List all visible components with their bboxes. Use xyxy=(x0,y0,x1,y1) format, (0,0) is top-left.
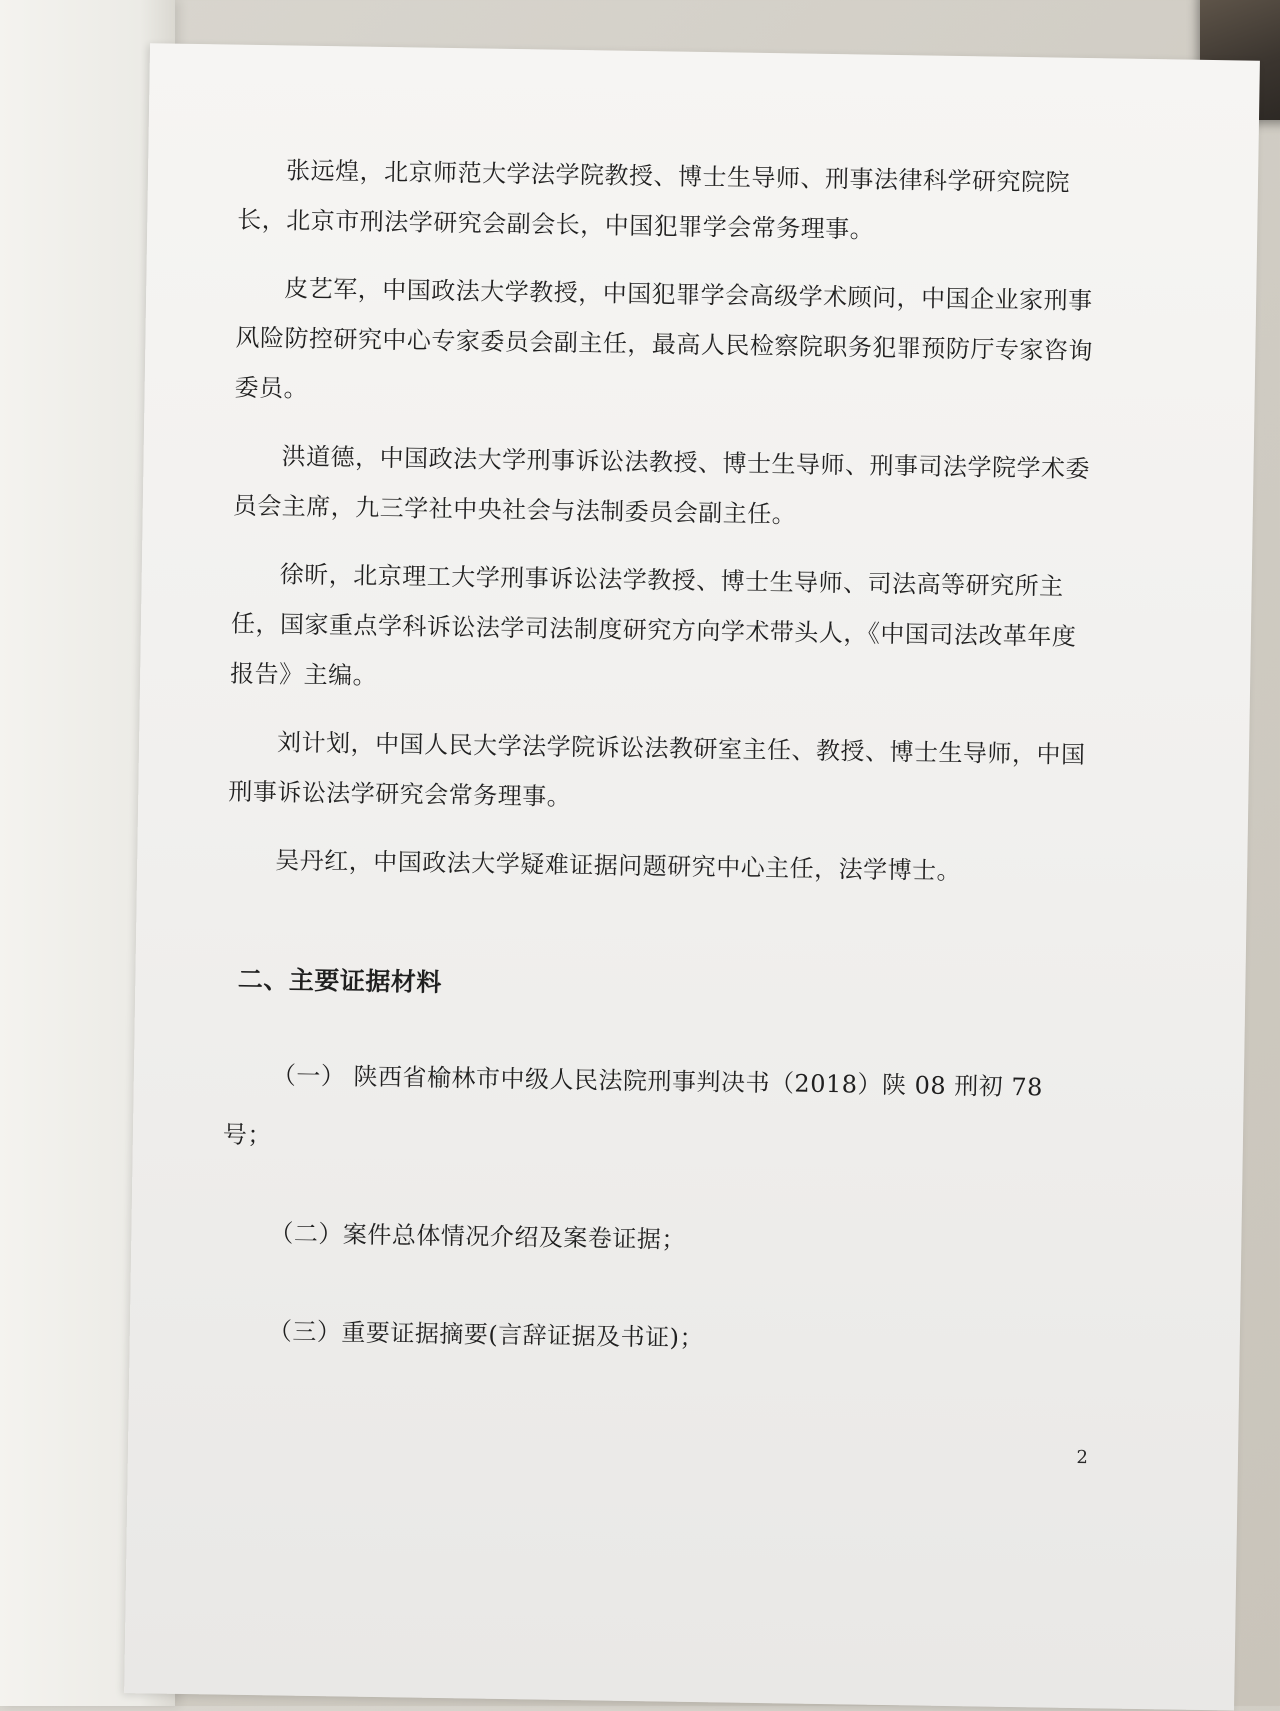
section-heading: 二、主要证据材料 xyxy=(237,964,443,997)
expert-paragraph-pi: 皮艺军，中国政法大学教授，中国犯罪学会高级学术顾问，中国企业家刑事风险防控研究中心专家委员会副主任，最高人民检察院职务犯罪预防厅专家咨询委员。 xyxy=(234,274,1094,403)
page-number: 2 xyxy=(1076,1447,1089,1469)
evidence-item-1: （一） 陕西省榆林市中级人民法院刑事判决书（2018）陕 08 刑初 78 号； xyxy=(222,1061,1044,1150)
evidence-item-3: （三）重要证据摘要(言辞证据及书证)； xyxy=(267,1317,705,1353)
document-page xyxy=(124,43,1260,1710)
evidence-item-2: （二）案件总体情况介绍及案卷证据； xyxy=(269,1219,687,1254)
document-body xyxy=(219,145,1099,1412)
expert-paragraph-wu: 吴丹红，中国政法大学疑难证据问题研究中心主任，法学博士。 xyxy=(275,846,962,886)
expert-paragraph-xu: 徐昕，北京理工大学刑事诉讼法学教授、博士生导师、司法高等研究所主任，国家重点学科诉讼法学司法制度研究方向学术带头人，《中国司法改革年度报告》主编。 xyxy=(229,560,1077,690)
expert-paragraph-zhang: 张远煌，北京师范大学法学院教授、博士生导师、刑事法律科学研究院院长，北京市刑法学研究会副会长，中国犯罪学会常务理事。 xyxy=(237,156,1071,244)
expert-paragraph-hong: 洪道德，中国政法大学刑事诉讼法教授、博士生导师、刑事司法学院学术委员会主席，九三学社中央社会与法制委员会副主任。 xyxy=(232,442,1091,529)
expert-paragraph-liu: 刘计划，中国人民大学法学院诉讼法教研室主任、教授、博士生导师，中国刑事诉讼法学研究会常务理事。 xyxy=(228,728,1086,811)
